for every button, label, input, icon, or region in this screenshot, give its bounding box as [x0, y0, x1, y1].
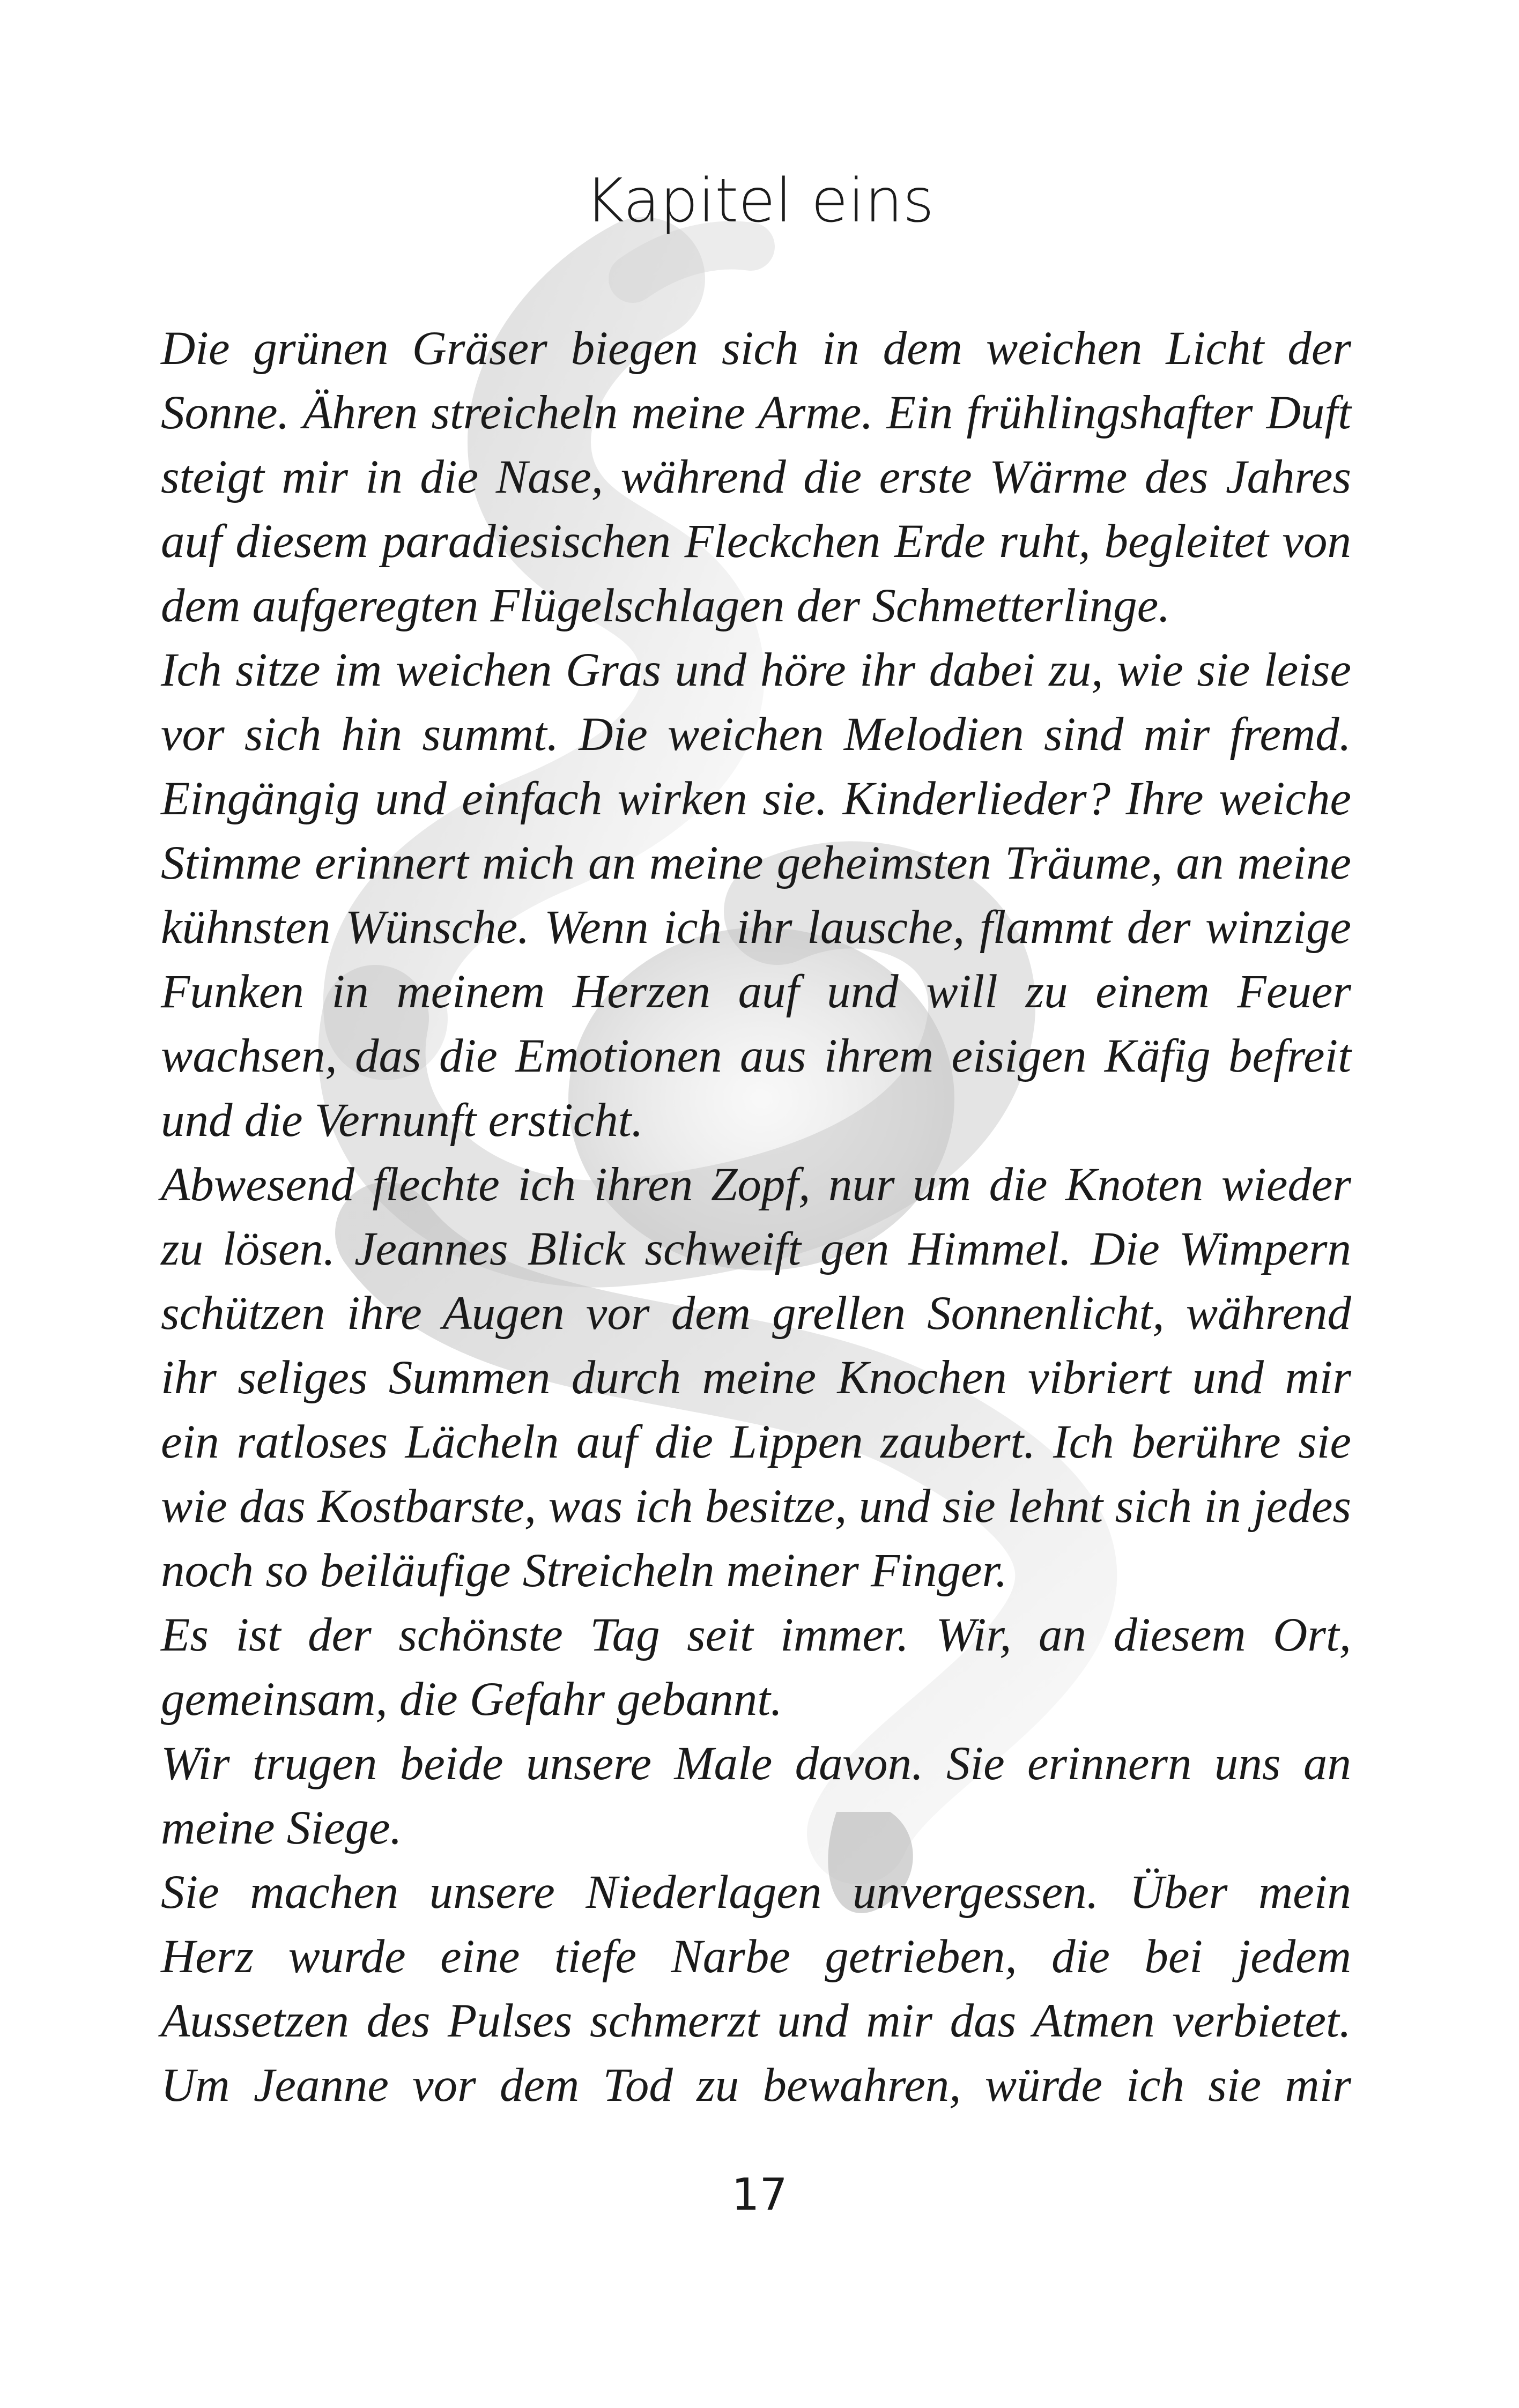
- chapter-body-text: [161, 316, 1351, 2117]
- text-line: Wir trugen beide unsere Male davon. Sie erinnern uns an: [161, 1737, 1351, 1790]
- text-line: gemeinsam, die Gefahr gebannt.: [161, 1673, 783, 1726]
- text-line: Sie machen unsere Niederlagen unvergessen. Über mein: [161, 1866, 1351, 1919]
- text-line: Es ist der schönste Tag seit immer. Wir, an diesem Ort,: [161, 1609, 1351, 1661]
- text-line: Stimme erinnert mich an meine geheimsten Träume, an meine: [161, 837, 1351, 889]
- text-line: Um Jeanne vor dem Tod zu bewahren, würde ich sie mir: [161, 2059, 1351, 2112]
- text-line: wie das Kostbarste, was ich besitze, und sie lehnt sich in jedes: [161, 1480, 1351, 1533]
- text-line: wachsen, das die Emotionen aus ihrem eisigen Käfig befreit: [161, 1030, 1351, 1082]
- text-line: vor sich hin summt. Die weichen Melodien sind mir fremd.: [161, 708, 1351, 761]
- text-line: Aussetzen des Pulses schmerzt und mir das Atmen verbietet.: [161, 1995, 1351, 2047]
- text-line: zu lösen. Jeannes Blick schweift gen Himmel. Die Wimpern: [161, 1223, 1351, 1275]
- text-line: kühnsten Wünsche. Wenn ich ihr lausche, flammt der winzige: [161, 901, 1351, 954]
- text-line: noch so beiläufige Streicheln meiner Finger.: [161, 1544, 1007, 1597]
- text-line: meine Siege.: [161, 1802, 402, 1854]
- text-line: und die Vernunft ersticht.: [161, 1094, 643, 1147]
- text-line: Sonne. Ähren streicheln meine Arme. Ein frühlingshafter Duft: [161, 387, 1351, 439]
- page-number: 17: [731, 2169, 788, 2220]
- text-line: Die grünen Gräser biegen sich in dem weichen Licht der: [161, 322, 1351, 375]
- text-line: auf diesem paradiesischen Fleckchen Erde ruht, begleitet von: [161, 515, 1351, 568]
- text-line: Herz wurde eine tiefe Narbe getrieben, die bei jedem: [161, 1930, 1351, 1983]
- chapter-title: Kapitel eins: [584, 166, 935, 236]
- text-line: steigt mir in die Nase, während die erste Wärme des Jahres: [161, 451, 1351, 503]
- text-line: Funken in meinem Herzen auf und will zu einem Feuer: [161, 965, 1351, 1018]
- text-line: Eingängig und einfach wirken sie. Kinderlieder? Ihre weiche: [161, 772, 1351, 825]
- text-line: schützen ihre Augen vor dem grellen Sonnenlicht, während: [161, 1287, 1351, 1340]
- text-line: Ich sitze im weichen Gras und höre ihr dabei zu, wie sie leise: [161, 644, 1351, 696]
- text-line: Abwesend flechte ich ihren Zopf, nur um die Knoten wieder: [161, 1158, 1351, 1211]
- text-line: ihr seliges Summen durch meine Knochen vibriert und mir: [161, 1351, 1351, 1404]
- text-line: ein ratloses Lächeln auf die Lippen zaubert. Ich berühre sie: [161, 1416, 1351, 1468]
- text-line: dem aufgeregten Flügelschlagen der Schmetterlinge.: [161, 579, 1170, 632]
